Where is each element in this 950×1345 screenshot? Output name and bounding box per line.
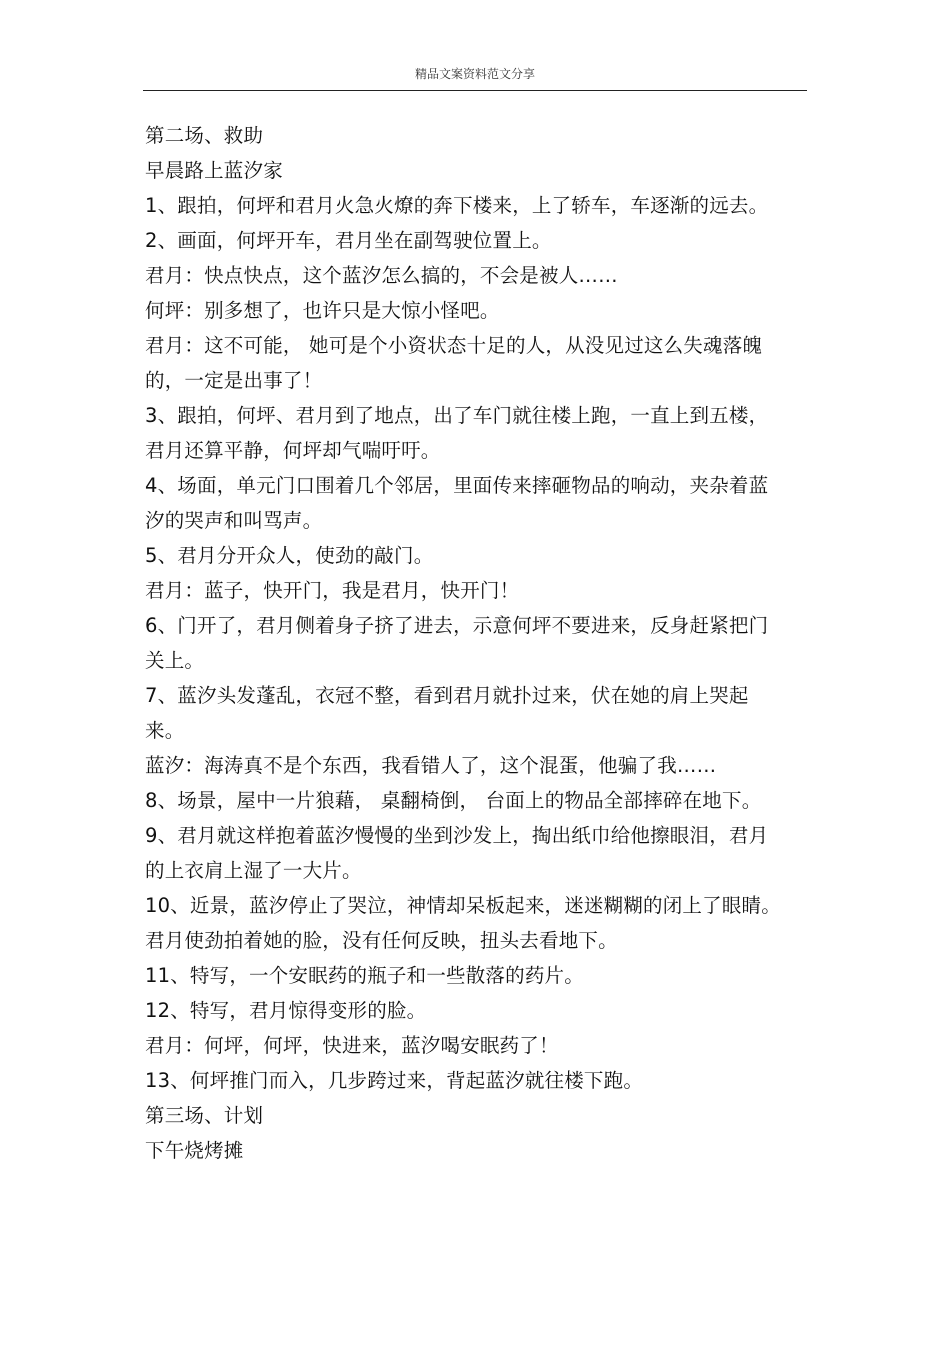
shot-line: 10、近景，蓝汐停止了哭泣，神情却呆板起来，迷迷糊糊的闭上了眼睛。君月使劲拍着她的脸，没有任何反映，扭头去看地下。 (145, 894, 781, 952)
shot-line: 8、场景，屋中一片狼藉， 桌翻椅倒， 台面上的物品全部摔碎在地下。 (145, 789, 762, 812)
shot-line: 9、君月就这样抱着蓝汐慢慢的坐到沙发上，掏出纸巾给他擦眼泪，君月的上衣肩上湿了一大片。 (145, 824, 769, 882)
shot-line: 2、画面，何坪开车，君月坐在副驾驶位置上。 (145, 229, 552, 252)
shot-line: 12、特写，君月惊得变形的脸。 (145, 999, 427, 1022)
shot-line: 11、特写，一个安眠药的瓶子和一些散落的药片。 (145, 964, 584, 987)
page-header: 精品文案资料范文分享 (414, 67, 535, 81)
shot-line: 7、蓝汐头发蓬乱，衣冠不整，看到君月就扑过来，伏在她的肩上哭起来。 (145, 684, 749, 742)
scene-title: 第二场、救助 (145, 124, 264, 147)
header-divider (143, 90, 807, 91)
shot-line: 1、跟拍，何坪和君月火急火燎的奔下楼来，上了轿车，车逐渐的远去。 (145, 194, 769, 217)
dialogue-line: 何坪：别多想了，也许只是大惊小怪吧。 (145, 299, 500, 322)
shot-line: 3、跟拍，何坪、君月到了地点，出了车门就往楼上跑，一直上到五楼，君月还算平静，何坪却气喘吁吁。 (145, 404, 769, 462)
shot-line: 5、君月分开众人，使劲的敲门。 (145, 544, 434, 567)
shot-line: 4、场面，单元门口围着几个邻居，里面传来摔砸物品的响动，夹杂着蓝汐的哭声和叫骂声。 (145, 474, 769, 532)
shot-line: 6、门开了，君月侧着身子挤了进去，示意何坪不要进来，反身赶紧把门关上。 (145, 614, 769, 672)
dialogue-line: 蓝汐：海涛真不是个东西，我看错人了，这个混蛋，他骗了我…… (145, 754, 717, 777)
dialogue-line: 君月：快点快点，这个蓝汐怎么搞的，不会是被人…… (145, 264, 618, 287)
dialogue-line: 君月：何坪，何坪，快进来，蓝汐喝安眠药了！ (145, 1034, 559, 1057)
shot-line: 13、何坪推门而入，几步跨过来，背起蓝汐就往楼下跑。 (145, 1069, 644, 1092)
dialogue-line: 君月：蓝子，快开门，我是君月，快开门！ (145, 579, 520, 602)
scene-title: 第三场、计划 (145, 1104, 264, 1127)
script-body (145, 118, 785, 1168)
scene-setting: 早晨路上蓝汐家 (145, 159, 283, 182)
scene-setting: 下午烧烤摊 (145, 1139, 244, 1162)
dialogue-line: 君月：这不可能， 她可是个小资状态十足的人，从没见过这么失魂落魄的，一定是出事了！ (145, 334, 763, 392)
